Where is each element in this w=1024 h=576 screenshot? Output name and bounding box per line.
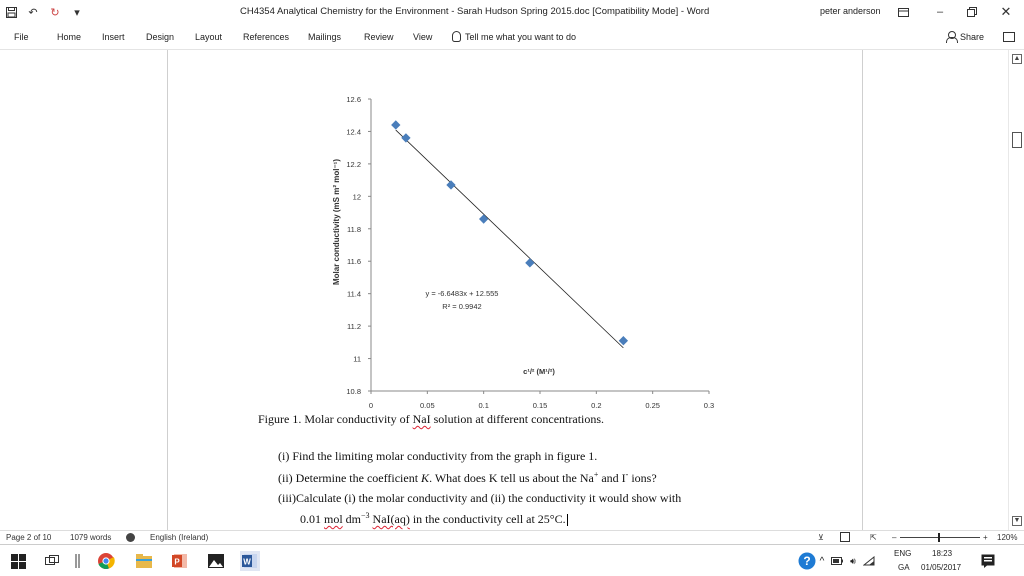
ribbon-display-options-icon[interactable] — [895, 4, 911, 20]
word-count[interactable]: 1079 words — [70, 533, 112, 542]
scroll-up-icon[interactable]: ▲ — [1013, 55, 1021, 62]
y-tick-label: 11.4 — [346, 289, 361, 299]
print-layout-icon[interactable] — [840, 532, 850, 542]
task-view-icon[interactable] — [42, 551, 62, 571]
scroll-thumb[interactable] — [1012, 132, 1022, 148]
tab-insert[interactable]: Insert — [102, 32, 125, 42]
y-tick-label: 12.2 — [346, 159, 361, 169]
trend-equation: y = -6.6483x + 12.555 — [425, 289, 499, 298]
word-icon[interactable] — [240, 551, 260, 571]
tab-layout[interactable]: Layout — [195, 32, 223, 42]
data-point — [391, 120, 400, 129]
x-tick-label: 0.25 — [645, 401, 660, 410]
tab-design[interactable]: Design — [146, 32, 175, 42]
tab-references[interactable]: References — [243, 32, 290, 42]
language-indicator[interactable]: English (Ireland) — [150, 533, 209, 542]
x-tick-label: 0.3 — [703, 401, 715, 410]
action-center-icon[interactable] — [978, 551, 998, 571]
close-icon[interactable]: ✕ — [1000, 4, 1012, 19]
data-point — [479, 214, 488, 223]
data-point — [446, 180, 455, 189]
clock-time[interactable]: 18:23 — [932, 549, 953, 558]
x-tick-label: 0.05 — [420, 401, 435, 410]
comments-icon[interactable] — [1003, 32, 1015, 42]
question-iii: (iii)Calculate (i) the molar conductivity and (ii) the conductivity it would show with — [278, 491, 682, 505]
zoom-out-icon[interactable]: – — [892, 533, 897, 542]
x-axis-title: c¹/² (M¹/²) — [523, 367, 555, 376]
chrome-icon[interactable] — [96, 551, 116, 571]
battery-icon[interactable] — [830, 551, 844, 571]
vertical-scrollbar[interactable] — [1008, 50, 1024, 530]
tab-home[interactable]: Home — [57, 32, 82, 42]
tell-me-label: Tell me what you want to do — [465, 31, 577, 42]
save-icon[interactable] — [4, 5, 18, 19]
zoom-slider[interactable] — [900, 537, 980, 538]
y-tick-label: 12.4 — [346, 127, 361, 137]
trendline — [396, 130, 624, 348]
svg-text:P: P — [174, 557, 180, 567]
restore-icon[interactable] — [964, 4, 980, 20]
powerpoint-icon[interactable] — [170, 551, 190, 571]
web-layout-icon[interactable]: ⇱ — [870, 533, 877, 542]
svg-text:W: W — [243, 557, 251, 567]
chart-trendline — [396, 130, 624, 348]
x-tick-label: 0.15 — [532, 401, 548, 410]
photos-icon[interactable] — [206, 551, 226, 571]
y-tick-label: 11.2 — [346, 322, 361, 332]
data-point — [619, 336, 628, 345]
trend-r-squared: R² = 0.9942 — [442, 302, 482, 311]
zoom-in-icon[interactable]: + — [983, 533, 988, 542]
tab-file[interactable]: File — [14, 32, 29, 42]
question-iii-continued: 0.01 mol $dm^{-3}$ NaI(aq) in the conductivity cell at 25°C. — [300, 511, 566, 526]
start-button[interactable] — [8, 551, 28, 571]
file-explorer-icon[interactable] — [134, 551, 154, 571]
tab-mailings[interactable]: Mailings — [308, 32, 342, 42]
y-tick-label: 10.8 — [346, 387, 361, 396]
help-icon[interactable] — [797, 551, 817, 571]
zoom-level[interactable]: 120% — [997, 533, 1018, 542]
figure-caption: Figure 1. Molar conductivity of NaI solution at different concentrations. — [258, 412, 605, 426]
y-tick-label: 11 — [353, 354, 361, 364]
person-icon — [946, 31, 956, 42]
windows-logo-icon — [11, 554, 26, 569]
x-tick-label: 0 — [368, 401, 374, 410]
y-tick-label: 12.6 — [346, 95, 361, 104]
y-tick-label: 11.6 — [346, 257, 361, 267]
chart-axes — [371, 99, 709, 391]
taskbar-separator-icon — [68, 551, 88, 571]
lightbulb-icon — [452, 31, 461, 42]
minimize-icon[interactable]: – — [936, 6, 944, 18]
scroll-down-icon[interactable]: ▼ — [1013, 517, 1021, 524]
y-axis-title: Molar conductivity (mS m² mol⁻¹) — [332, 158, 341, 286]
zoom-slider-thumb[interactable] — [938, 533, 940, 542]
input-language-bottom[interactable]: GA — [898, 563, 910, 572]
chart-ticks — [346, 95, 714, 410]
data-point — [401, 133, 410, 142]
y-tick-label: 11.8 — [346, 224, 361, 234]
question-ii: (ii) Determine the coefficient K. What does K tell us about the Na+ and I- ions? — [278, 470, 657, 485]
tab-review[interactable]: Review — [364, 32, 394, 42]
clock-date[interactable]: 01/05/2017 — [921, 563, 962, 572]
customize-qat-icon[interactable]: ▾ — [74, 6, 80, 19]
ribbon-tabs — [0, 26, 1024, 50]
share-button[interactable] — [946, 31, 984, 42]
x-tick-label: 0.2 — [591, 401, 602, 410]
window-title: CH4354 Analytical Chemistry for the Environment - Sarah Hudson Spring 2015.doc [Compatibility Mode] - Word — [240, 6, 710, 17]
x-tick-label: 0.1 — [478, 401, 489, 410]
wifi-icon[interactable] — [862, 551, 876, 571]
share-label: Share — [960, 31, 985, 42]
tab-view[interactable]: View — [413, 32, 433, 42]
svg-text:?: ? — [803, 554, 811, 568]
focus-mode-icon[interactable]: ⊻ — [818, 533, 824, 542]
proofing-icon[interactable] — [126, 533, 135, 542]
chart-points — [391, 120, 628, 345]
page-count[interactable]: Page 2 of 10 — [6, 533, 52, 542]
question-i: (i) Find the limiting molar conductivity from the graph in figure 1. — [278, 449, 598, 463]
redo-icon[interactable]: ↻ — [50, 6, 60, 19]
data-point — [525, 258, 534, 267]
signed-in-user[interactable]: peter anderson — [820, 6, 881, 16]
volume-icon[interactable]: 🔊︎ — [850, 555, 856, 566]
status-bar — [0, 530, 1024, 544]
show-hidden-icons-icon[interactable]: ^ — [819, 555, 825, 567]
document-canvas[interactable] — [0, 50, 1008, 530]
y-tick-label: 12 — [352, 192, 361, 202]
text-cursor — [567, 514, 568, 526]
undo-icon[interactable]: ↶ — [28, 6, 38, 19]
input-language-top[interactable]: ENG — [894, 549, 912, 558]
tell-me-search[interactable] — [452, 31, 576, 42]
quick-access-toolbar — [4, 4, 84, 20]
windows-taskbar — [0, 544, 1024, 576]
title-bar — [0, 0, 1024, 26]
